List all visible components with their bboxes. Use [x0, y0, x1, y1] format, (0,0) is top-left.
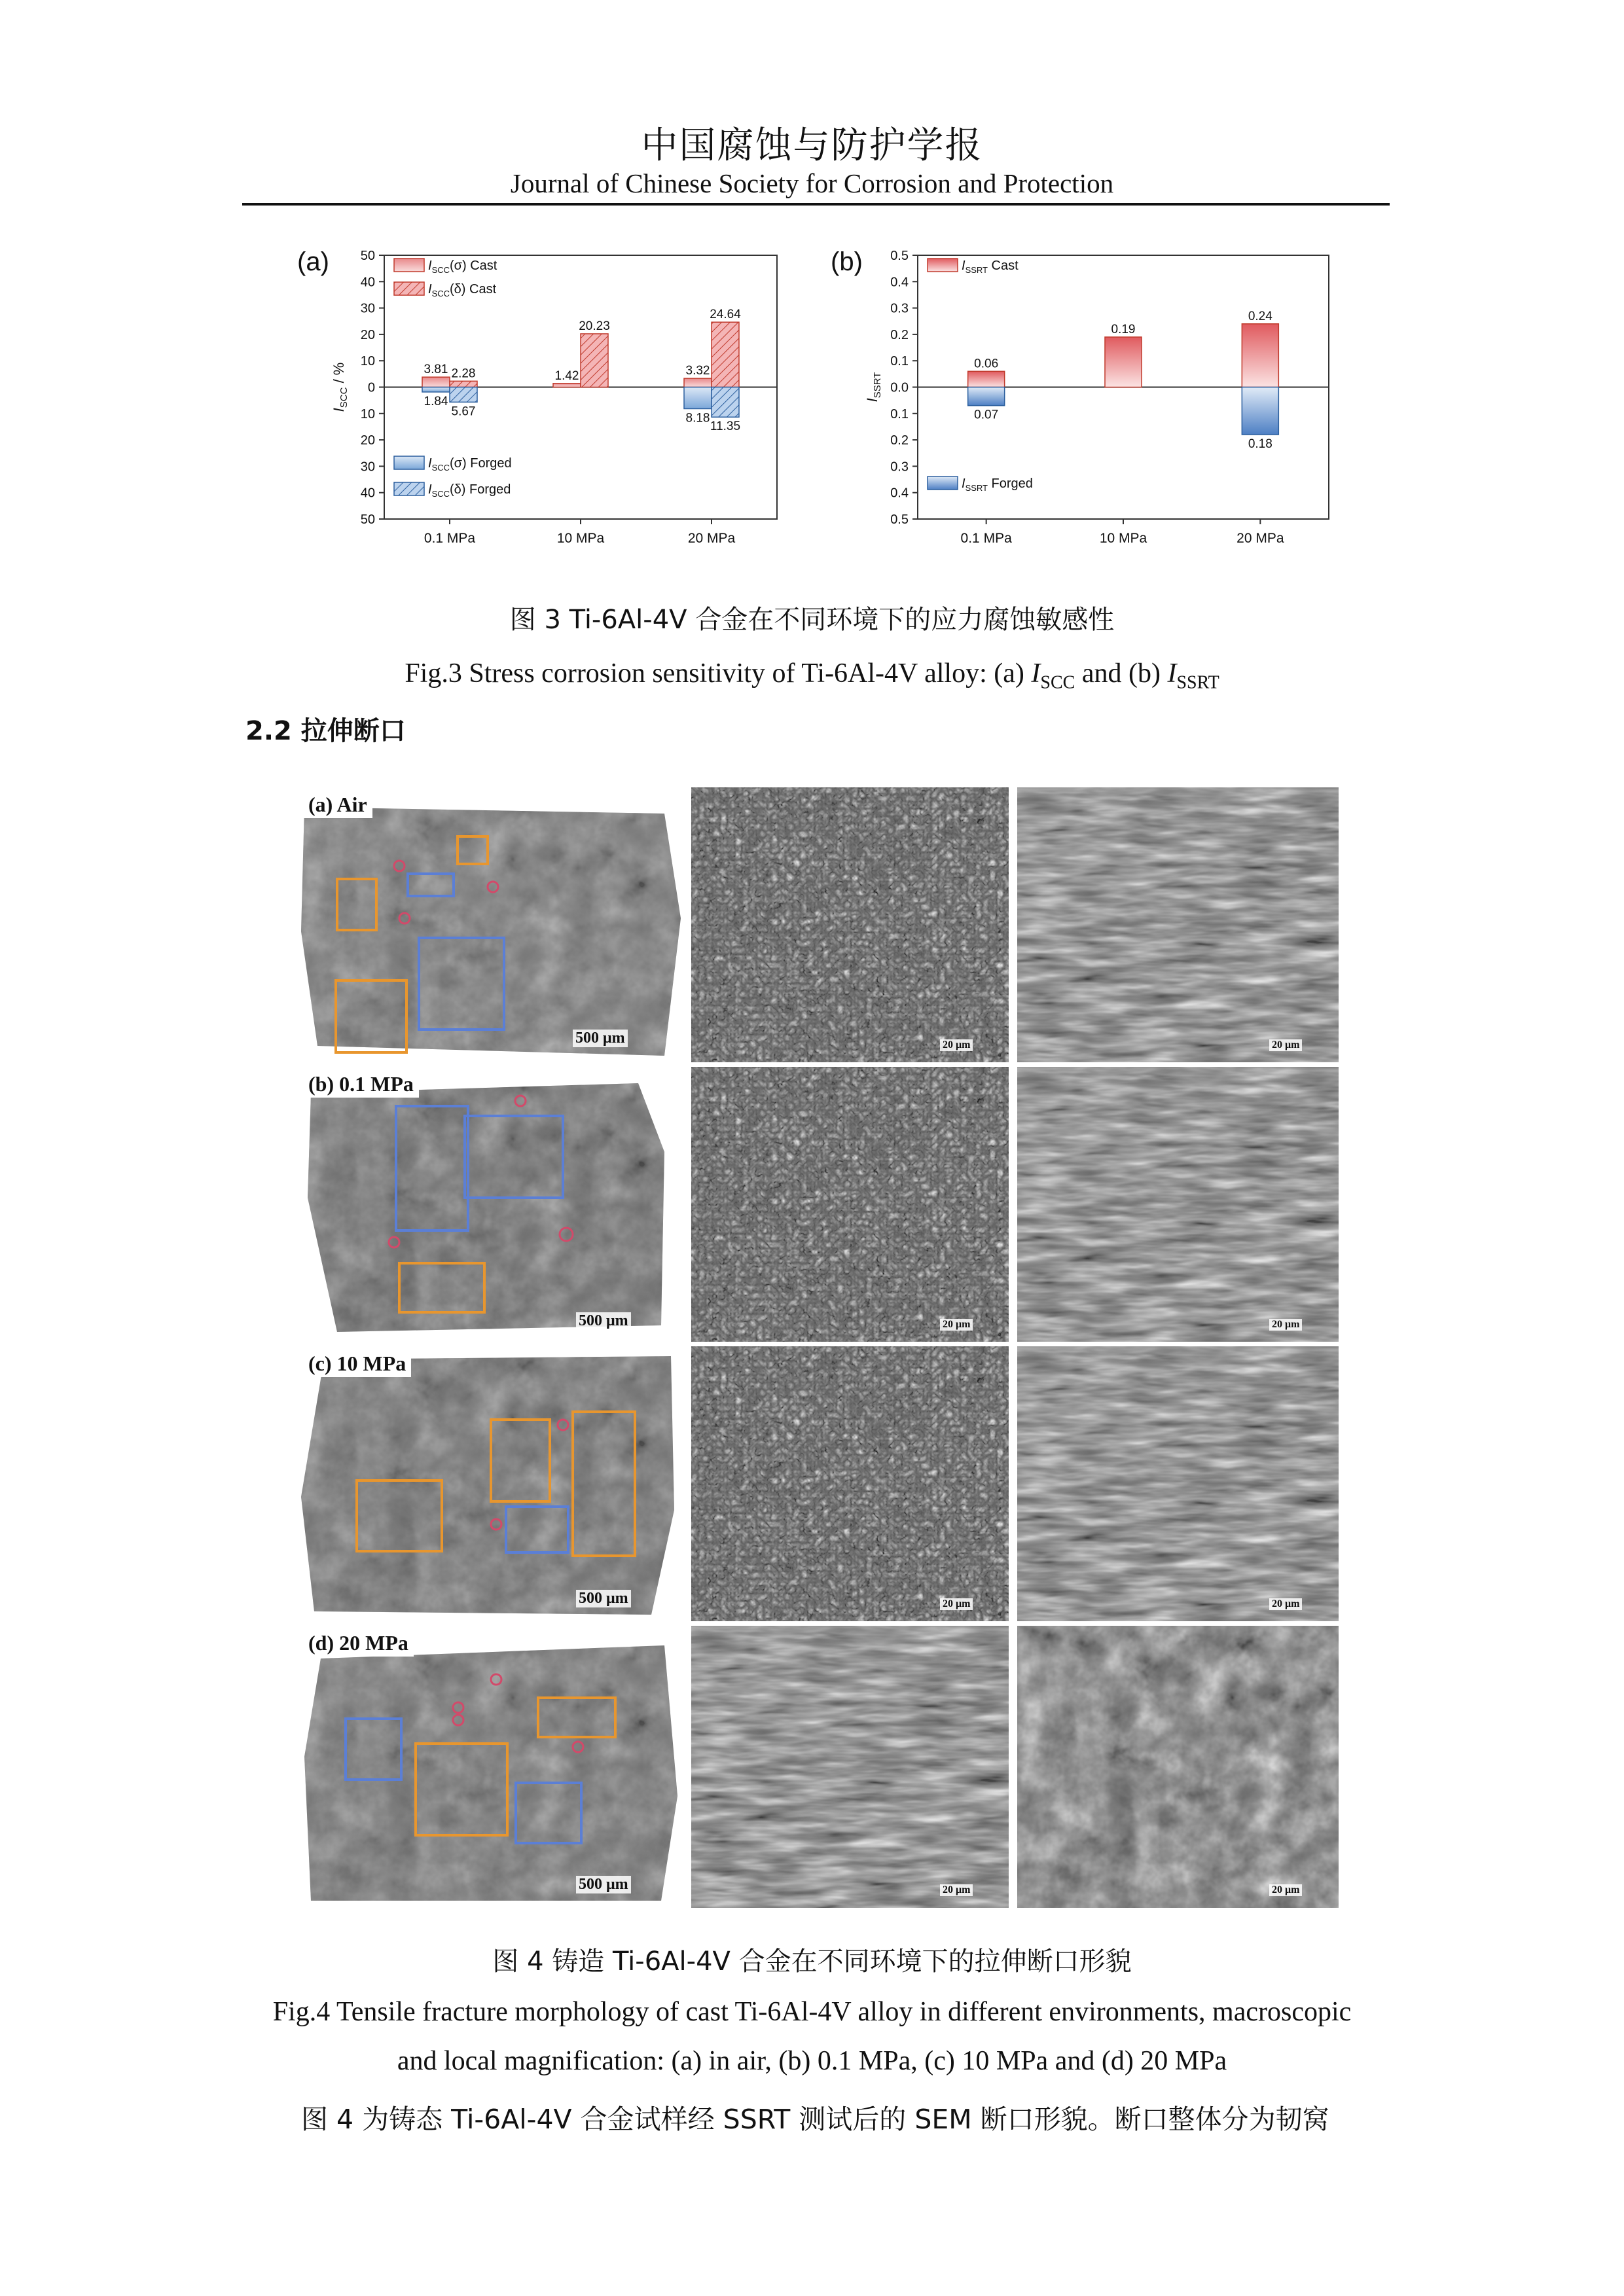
- fig4b-label: (b) 0.1 MPa: [303, 1071, 419, 1098]
- fig3-caption-en-mid: and (b): [1075, 658, 1168, 689]
- bar: [422, 377, 450, 387]
- fig4c-scale-2: 20 μm: [1269, 1598, 1302, 1610]
- fig4a-micro-facet: [1017, 787, 1339, 1062]
- y-tick-label: 0.2: [890, 327, 909, 342]
- fig3b-panel-label: (b): [831, 247, 863, 276]
- fig3-caption-sym-iscc: I: [1031, 658, 1041, 689]
- legend-cast-swatch: [928, 259, 958, 272]
- y-tick-label: 20: [360, 433, 375, 448]
- y-tick-label: 20: [360, 327, 375, 342]
- fig4b-scale-1: 20 μm: [940, 1319, 973, 1331]
- legend-forged: $I_{SSRT}$ Forged: [962, 476, 1033, 493]
- fig4-caption-cn: 图 4 铸造 Ti-6Al-4V 合金在不同环境下的拉伸断口形貌: [492, 1946, 1132, 1977]
- bar: [422, 387, 450, 392]
- bar: [450, 381, 477, 387]
- y-tick-label: 50: [360, 512, 375, 527]
- fig4-figure: [298, 787, 1339, 1908]
- fig3a-chart: [288, 239, 799, 553]
- y-tick-label: 40: [360, 275, 375, 290]
- fig4a-macro: [298, 787, 684, 1062]
- fig4b-macro: [298, 1067, 684, 1342]
- data-label: 3.81: [424, 363, 448, 377]
- legend-cast-delta: $I_{SCC}(\delta)$ Cast: [428, 282, 497, 298]
- fig4a-micro-dimple: [691, 787, 1009, 1062]
- x-tick-label: 10 MPa: [1099, 531, 1147, 546]
- y-tick-label: 40: [360, 486, 375, 501]
- y-tick-label: 0.4: [890, 486, 909, 501]
- fig3a-panel-label: (a): [297, 247, 329, 276]
- fig3-caption-cn: 图 3 Ti-6Al-4V 合金在不同环境下的应力腐蚀敏感性: [509, 605, 1115, 635]
- fig4d-macro: [298, 1626, 684, 1908]
- fig4b-micro-facet: [1017, 1067, 1339, 1342]
- x-tick-label: 20 MPa: [687, 531, 736, 546]
- data-label: 0.07: [974, 408, 999, 422]
- fig3-caption-sym-issrt: I: [1167, 658, 1177, 689]
- journal-title-en: Journal of Chinese Society for Corrosion and Protection: [510, 168, 1114, 198]
- data-label: 1.84: [424, 394, 448, 408]
- legend-cast-sigma: $I_{SCC}(\sigma)$ Cast: [428, 259, 497, 275]
- bar: [1242, 324, 1278, 387]
- data-label: 0.19: [1111, 322, 1136, 336]
- fig3-caption-en-prefix: Fig.3 Stress corrosion sensitivity of Ti-6Al-4V alloy: (a): [405, 658, 1032, 689]
- data-label: 0.24: [1248, 309, 1272, 323]
- y-tick-label: 0.4: [890, 275, 909, 290]
- data-label: 5.67: [451, 404, 476, 419]
- data-label: 0.18: [1248, 437, 1272, 452]
- x-tick-label: 0.1 MPa: [960, 531, 1012, 546]
- fig4d-scale-2: 20 μm: [1269, 1884, 1302, 1896]
- fig4d-scale-1: 20 μm: [940, 1884, 973, 1896]
- y-tick-label: 30: [360, 301, 375, 316]
- data-label: 24.64: [710, 308, 741, 322]
- y-axis-label: $I_{SSRT}$: [864, 372, 883, 403]
- bar: [684, 387, 712, 409]
- y-tick-label: 0.3: [890, 301, 909, 316]
- fig4d-micro-1: [691, 1626, 1009, 1908]
- fig3b-chart: [821, 239, 1345, 553]
- legend-cast-sigma-swatch: [394, 259, 424, 272]
- fig4a-scale-2: 20 μm: [1269, 1039, 1302, 1051]
- bar: [581, 334, 608, 387]
- fig4c-scale-macro: 500 μm: [576, 1590, 631, 1607]
- fig4a-scale-macro: 500 μm: [573, 1030, 628, 1047]
- legend-forged-sigma: $I_{SCC}(\sigma)$ Forged: [428, 456, 512, 473]
- fig4-caption-en-2: and local magnification: (a) in air, (b) 0.1 MPa, (c) 10 MPa and (d) 20 MPa: [397, 2046, 1227, 2076]
- y-tick-label: 10: [360, 406, 375, 422]
- bar: [553, 384, 581, 387]
- y-tick-label: 30: [360, 459, 375, 475]
- fig4a-label: (a) Air: [303, 791, 372, 818]
- data-label: 3.32: [685, 364, 710, 378]
- y-tick-label: 0.1: [890, 406, 909, 422]
- bar: [450, 387, 477, 403]
- bar: [712, 387, 739, 418]
- legend-forged-delta-swatch: [394, 482, 424, 495]
- fig3-caption-sub-scc: SCC: [1040, 672, 1075, 693]
- x-tick-label: 20 MPa: [1236, 531, 1284, 546]
- fig4-caption-en-1: Fig.4 Tensile fracture morphology of cast Ti-6Al-4V alloy in different environments, macroscopic: [272, 1997, 1352, 2027]
- fig4b-scale-2: 20 μm: [1269, 1319, 1302, 1331]
- y-tick-label: 0.2: [890, 433, 909, 448]
- y-tick-label: 0.5: [890, 249, 909, 263]
- y-axis-label: $I_{SCC}$ / %: [331, 362, 350, 412]
- legend-forged-sigma-swatch: [394, 456, 424, 469]
- journal-title-cn: 中国腐蚀与防护学报: [641, 124, 983, 167]
- data-label: 2.28: [451, 367, 476, 381]
- data-label: 11.35: [710, 420, 741, 434]
- y-tick-label: 0.1: [890, 354, 909, 369]
- fig3-caption-sub-ssrt: SSRT: [1176, 672, 1219, 693]
- header-rule: [242, 203, 1390, 206]
- x-tick-label: 10 MPa: [556, 531, 605, 546]
- bar: [1105, 337, 1142, 387]
- x-tick-label: 0.1 MPa: [424, 531, 476, 546]
- y-tick-label: 50: [360, 249, 375, 263]
- bar: [712, 322, 739, 387]
- fig4d-label: (d) 20 MPa: [303, 1630, 414, 1657]
- fig3-caption-en: [0, 658, 1624, 693]
- section-heading: 2.2 拉伸断口: [245, 716, 406, 746]
- legend-forged-delta: $I_{SCC}(\delta)$ Forged: [428, 482, 511, 499]
- data-label: 20.23: [579, 319, 610, 333]
- fig4a-scale-1: 20 μm: [940, 1039, 973, 1051]
- bar: [968, 387, 1005, 406]
- data-label: 1.42: [554, 368, 579, 383]
- fig4c-label: (c) 10 MPa: [303, 1350, 411, 1377]
- fig4b-scale-macro: 500 μm: [576, 1312, 631, 1330]
- y-tick-label: 10: [360, 354, 375, 369]
- legend-cast-delta-swatch: [394, 282, 424, 295]
- data-label: 0.06: [974, 357, 999, 371]
- y-tick-label: 0: [367, 380, 375, 395]
- fig4d-micro-2: [1017, 1626, 1339, 1908]
- bar: [968, 371, 1005, 387]
- fig4c-macro: [298, 1346, 684, 1621]
- body-paragraph: 图 4 为铸态 Ti-6Al-4V 合金试样经 SSRT 测试后的 SEM 断口形貌。断口整体分为韧窝: [301, 2104, 1329, 2135]
- y-tick-label: 0.0: [890, 380, 909, 395]
- fig4c-scale-1: 20 μm: [940, 1598, 973, 1610]
- y-tick-label: 0.3: [890, 459, 909, 475]
- fig4b-micro-dimple: [691, 1067, 1009, 1342]
- bar: [1242, 387, 1278, 435]
- legend-forged-swatch: [928, 476, 958, 490]
- y-tick-label: 0.5: [890, 512, 909, 527]
- legend-cast: $I_{SSRT}$ Cast: [962, 259, 1019, 275]
- fig4c-micro-facet: [1017, 1346, 1339, 1621]
- fig4c-micro-dimple: [691, 1346, 1009, 1621]
- bar: [684, 378, 712, 387]
- fig4d-scale-macro: 500 μm: [576, 1876, 631, 1893]
- data-label: 8.18: [685, 411, 710, 425]
